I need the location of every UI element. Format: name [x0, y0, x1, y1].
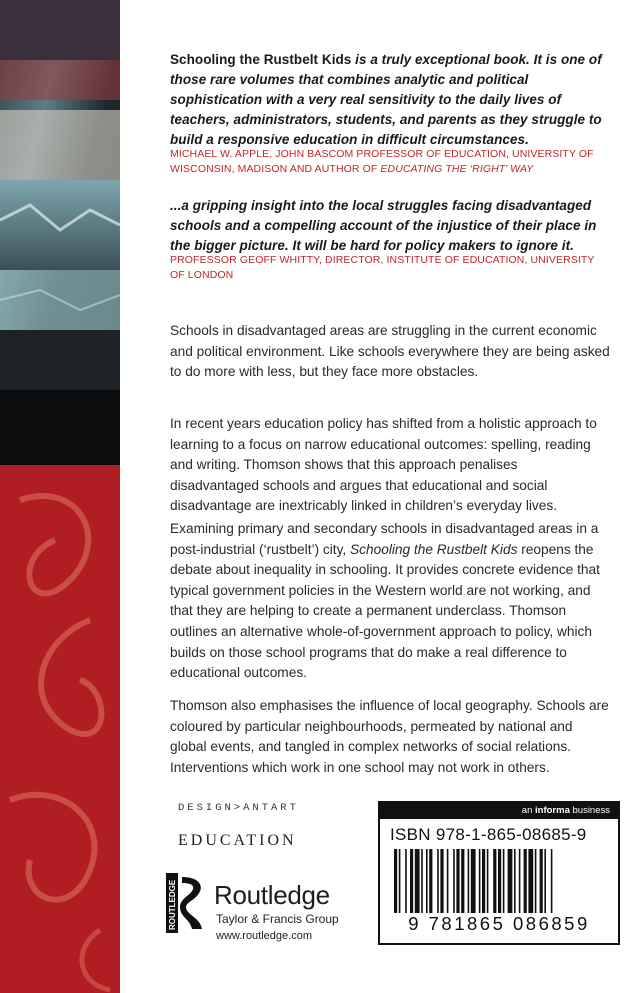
barcode-bar [528, 849, 533, 913]
header-brand: informa [535, 805, 570, 816]
barcode-bar [482, 849, 485, 913]
barcode-bar [440, 849, 443, 913]
design-credit: DESIGN>ANTART [178, 802, 299, 814]
barcode-bar [461, 849, 464, 913]
quote-book-title: Schooling the Rustbelt Kids [170, 52, 352, 67]
description-paragraph-3 [170, 519, 610, 684]
review-attribution-1 [170, 147, 600, 177]
header-suffix: business [569, 805, 610, 816]
barcode-bar [551, 849, 553, 913]
description-paragraph-4: Thomson also emphasises the influence of local geography. Schools are coloured by particular neighbourhoods, permeated by national and global events, and tangled in complex networks of social relations. Interventions which work in one school may not work in others. [170, 698, 609, 775]
informa-business-label [380, 803, 618, 819]
isbn-text: ISBN 978-1-865-08685-9 [390, 825, 587, 844]
barcode-bar [456, 849, 459, 913]
routledge-logo-icon [166, 873, 210, 933]
publisher-url[interactable]: www.routledge.com [216, 930, 312, 942]
routledge-logo [166, 873, 210, 933]
review-attribution-2: PROFESSOR GEOFF WHITTY, DIRECTOR, INSTITUTE OF EDUCATION, UNIVERSITY OF LONDON [170, 254, 595, 281]
barcode-bar [493, 849, 496, 913]
barcode-bar [479, 849, 481, 913]
barcode-bar [544, 849, 546, 913]
barcode-box [378, 801, 620, 945]
cover-art [0, 0, 120, 993]
review-quote-2: ...a gripping insight into the local struggles facing disadvantaged schools and a compelling account of the injustice of their place in the bigger picture. It will be hard for policy makers to ignore it. [170, 198, 597, 253]
description-paragraph-1: Schools in disadvantaged areas are struggling in the current economic and political environment. Like schools everywhere they are being asked to do more with less, but they face more obstacles. [170, 323, 610, 380]
barcode-bar [524, 849, 527, 913]
quote-text: is a truly exceptional book. It is one of those rare volumes that combines analytic and political sophistication with a very real sensitivity to the daily lives of teachers, administrators, students, and parents as they struggle to build a responsive education in difficult circumstances. [170, 52, 602, 147]
barcode-bar [519, 849, 521, 913]
header-prefix: an [521, 805, 536, 816]
paragraph-text: Examining primary and secondary schools in disadvantaged areas in a post-industrial (‘rustbelt’) city, [170, 521, 599, 557]
publisher-name: Routledge [214, 880, 330, 910]
barcode-bar [429, 849, 432, 913]
barcode-bar [447, 849, 449, 913]
barcode-bar [437, 849, 439, 913]
barcode-bar [540, 849, 543, 913]
barcode-bars [394, 849, 604, 913]
logo-vertical-text: ROUTLEDGE [168, 879, 177, 930]
barcode-bar [426, 849, 428, 913]
barcode-bar [453, 849, 455, 913]
barcode-bar [468, 849, 470, 913]
cover-art-strip [0, 0, 120, 993]
barcode-bar [394, 849, 397, 913]
attribution-book-title: EDUCATING THE ‘RIGHT’ WAY [380, 163, 534, 175]
barcode-bar [535, 849, 537, 913]
category-label: EDUCATION [178, 832, 297, 849]
publisher-group: Taylor & Francis Group [216, 912, 339, 926]
description-paragraph-2: In recent years education policy has shifted from a holistic approach to learning to a focus on narrow educational outcomes: spelling, reading and writing. Thomson shows that this approach penalises disadvantaged schools and argues that educational and social disadvantage are inextricably linked in children’s everyday lives. [170, 416, 597, 514]
barcode-bar [399, 849, 401, 913]
barcode-bar [471, 849, 476, 913]
barcode-bar [498, 849, 501, 913]
barcode-bar [503, 849, 505, 913]
barcode-bar [487, 849, 489, 913]
barcode-bar [508, 849, 513, 913]
barcode-bar [415, 849, 420, 913]
barcode-bar [421, 849, 423, 913]
barcode-bar [514, 849, 516, 913]
barcode-bar [405, 849, 407, 913]
paragraph-text: reopens the debate about inequality in schooling. It provides concrete evidence that typical government policies in the Western world are not working, and that they are helping to create a permanent underclass. Thomson outlines an alternative whole-of-government approach to policy, which builds on those school programs that do make a real difference to educational outcomes. [170, 541, 600, 681]
paragraph-book-title: Schooling the Rustbelt Kids [350, 541, 518, 557]
attribution-text: MICHAEL W. APPLE, JOHN BASCOM PROFESSOR OF EDUCATION, UNIVERSITY OF WISCONSIN, MADISON AND AUTHOR OF [170, 148, 594, 175]
barcode-digits: 9 781865 086859 [408, 913, 590, 934]
barcode-bar [410, 849, 413, 913]
review-quote-1 [170, 50, 610, 150]
